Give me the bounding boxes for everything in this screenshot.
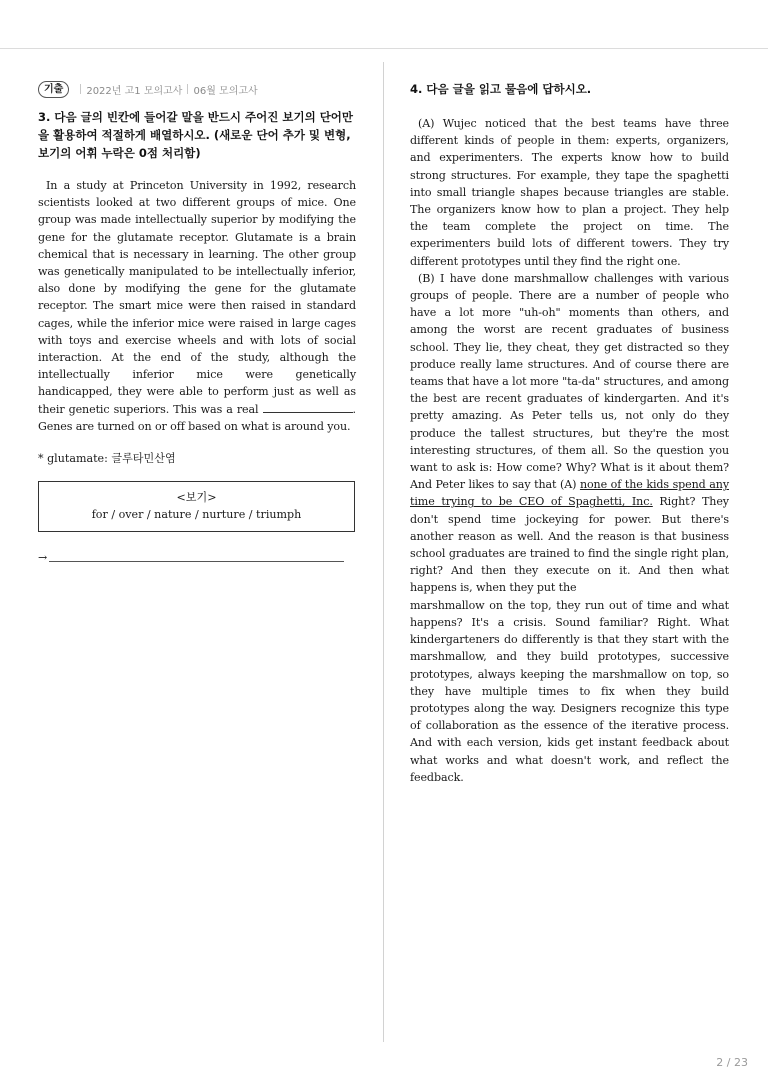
fill-in-blank[interactable]: [263, 401, 353, 413]
word-bank-box: [38, 481, 355, 532]
question-meta: [38, 80, 356, 98]
word-bank-title: <보기>: [176, 491, 217, 505]
past-exam-badge: 기출: [38, 81, 69, 98]
underlined-phrase-a: none of the kids spend any time trying to be CEO of Spaghetti, Inc.: [410, 478, 730, 509]
page-number: 2 / 23: [716, 1056, 748, 1069]
answer-line[interactable]: [38, 551, 356, 564]
meta-year: 2022년 고1 모의고사: [86, 85, 183, 97]
paragraph-b-continued: marshmallow on the top, they run out of time and what happens? It's a crisis. Sound familiar? Right. What kindergarteners do differently is that they start with the marshmallow, and they build prototypes, successive prototypes, always keeping the marshmallow on top, so they have multiple times to fix when they build prototypes along the way. Designers recognize this type of collaboration as the essence of the iterative process. And with each version, kids get instant feedback about what works and what doesn't work, and reflect the feedback.: [410, 598, 729, 784]
question-3-passage: [38, 177, 356, 435]
passage-text: In a study at Princeton University in 1992, research scientists looked at two different groups of mice. One group was made intellectually superior by modifying the gene for the glutamate receptor. Glutamate is a brain chemical that is necessary in learning. The other group was genetically manipulated to be intellectually inferior, also done by modifying the gene for the glutamate receptor. The smart mice were then raised in standard cages, while the inferior mice were raised in large cages with toys and exercise wheels and with lots of social interaction. At the end of the study, although the intellectually inferior mice were genetically handicapped, they were able to perform just as well as their genetic superiors. This was a real: [38, 179, 356, 416]
question-4-title: 4. 다음 글을 읽고 물음에 답하시오.: [410, 82, 592, 96]
answer-underline: [49, 553, 344, 562]
paragraph-b: [410, 270, 729, 597]
right-column: [410, 80, 729, 786]
header-rule: [0, 48, 768, 49]
meta-separator: [80, 84, 81, 94]
left-column: [38, 80, 356, 564]
meta-month: 06월 모의고사: [193, 85, 258, 97]
glossary-footnote: * glutamate: 글루타민산염: [38, 452, 176, 466]
meta-separator: [187, 84, 188, 94]
passage-text-end: . Genes are turned on or off based on what is around you.: [38, 402, 356, 433]
word-bank-words: for / over / nature / nurture / triumph: [91, 508, 302, 522]
question-3-title: 3. 다음 글의 빈칸에 들어갈 말을 반드시 주어진 보기의 단어만을 활용하여 적절하게 배열하시오. (새로운 단어 추가 및 변형, 보기의 어휘 누락은 0점 처리함): [38, 110, 354, 160]
column-divider: [383, 62, 384, 1042]
paragraph-b-text: (B) I have done marshmallow challenges with various groups of people. There are a number of people who have a lot more "uh-oh" moments than others, and among the worst are recent graduates of business school. They lie, they cheat, they get distracted so they produce really lame structures. And of course there are teams that have a lot more "ta-da" structures, and among the best are recent graduates of kindergarten. And it's pretty amazing. As Peter tells us, not only do they produce the tallest structures, but they're the most interesting structures, of them all. So the question you want to ask is: How come? Why? What is it about them? And Peter likes to say that (A): [410, 271, 729, 492]
paragraph-a: (A) Wujec noticed that the best teams have three different kinds of people in them: experts, organizers, and experimenters. The experts know how to build strong structures. For example, they tape the spaghetti into small triangle shapes because triangles are stable. The organizers know how to plan a project. They help the team complete the project on time. The experimenters build lots of different towers. They try different prototypes until they find the right one.: [410, 117, 729, 268]
paragraph-b-text-cont: Right? They don't spend time jockeying for power. But there's another reason as well. And the reason is that business school graduates are trained to find the single right plan, right? And then they execute on it. And then what happens is, when they put the: [410, 495, 729, 595]
arrow-icon: →: [38, 551, 48, 565]
question-4-passage: [410, 115, 729, 786]
